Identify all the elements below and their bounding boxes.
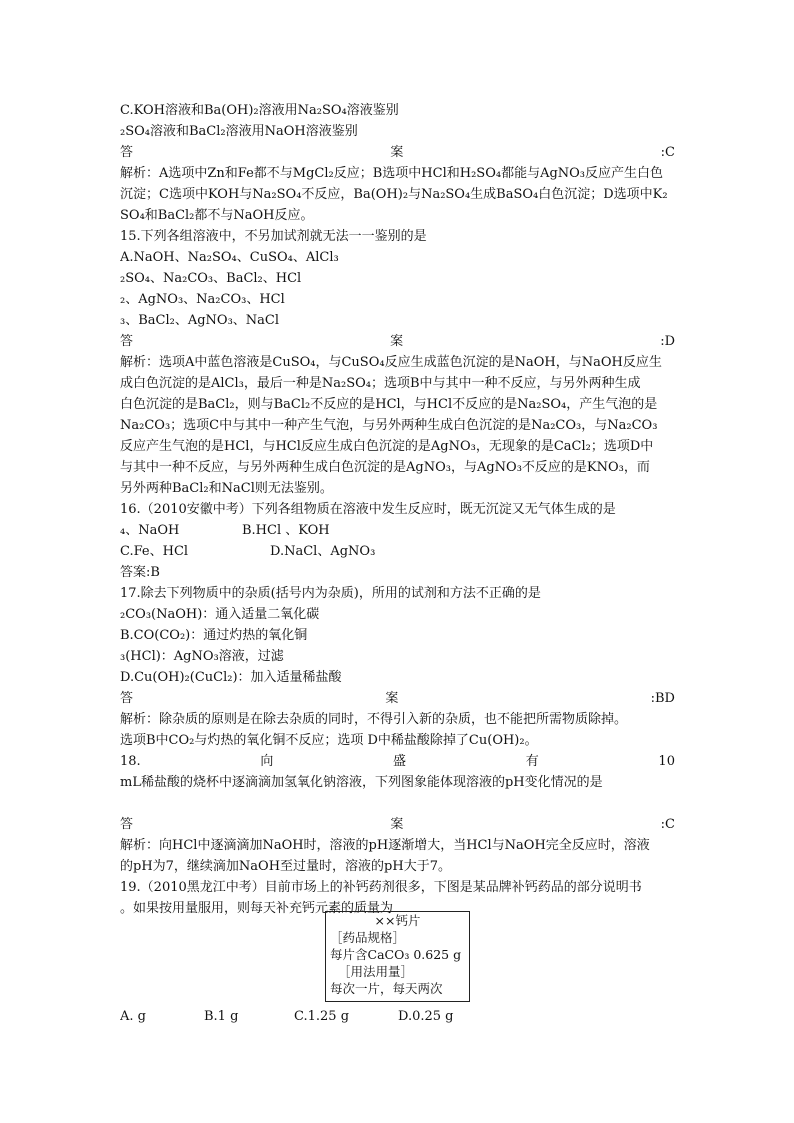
text-line: 解析：向HCl中逐滴滴加NaOH时，溶液的pH逐渐增大，当HCl与NaOH完全反应时，溶液 [120, 838, 650, 853]
text-line: 另外两种BaCl₂和NaCl则无法鉴别。 [120, 481, 333, 496]
text-line: 的pH为7，继续滴加NaOH至过量时，溶液的pH大于7。 [120, 859, 451, 874]
text-line: mL稀盐酸的烧杯中逐滴滴加氢氧化钠溶液，下列图象能体现溶液的pH变化情况的是 [120, 775, 603, 790]
option-c: C.1.25 g [294, 1009, 350, 1024]
option-line: A.NaOH、Na₂SO₄、CuSO₄、AlCl₃ [120, 250, 339, 265]
text-line: 反应产生气泡的是HCl，与HCl反应生成白色沉淀的是AgNO₃，无现象的是CaCl₂；选项D中 [120, 439, 654, 454]
text-line: C.KOH溶液和Ba(OH)₂溶液用Na₂SO₄溶液鉴别 [120, 103, 399, 118]
text-line: 解析：A选项中Zn和Fe都不与MgCl₂反应；B选项中HCl和H₂SO₄都能与AgNO₃反应产生白色 [120, 166, 664, 181]
option-line: ₂、AgNO₃、Na₂CO₃、HCl [120, 292, 285, 307]
question-19: 19.（2010黑龙江中考）目前市场上的补钙药剂很多，下图是某品牌补钙药品的部分说明书 [120, 880, 642, 895]
medicine-usage-header: ［用法用量］ [338, 964, 414, 979]
option-b: B.1 g [204, 1009, 239, 1024]
answer-line-q15: 答 案 :D [120, 334, 675, 349]
medicine-label-box [325, 911, 470, 1002]
option-line: D.Cu(OH)₂(CuCl₂)：加入适量稀盐酸 [120, 670, 342, 685]
text-line: Na₂CO₃；选项C中与其中一种产生气泡，与另外两种生成白色沉淀的是Na₂CO₃，与Na₂CO₃ [120, 418, 658, 433]
option-line: ₃、BaCl₂、AgNO₃、NaCl [120, 313, 280, 328]
question-18: 18. 向 盛 有 10 [120, 754, 675, 769]
q16-options-row1: ₄、NaOH B.HCl 、KOH [120, 523, 330, 538]
text-line: 解析：除杂质的原则是在除去杂质的同时，不得引入新的杂质，也不能把所需物质除掉。 [120, 712, 628, 727]
text-line: 白色沉淀的是BaCl₂，则与BaCl₂不反应的是HCl，与HCl不反应的是Na₂SO₄，产生气泡的是 [120, 397, 658, 412]
option-line: ₂CO₃(NaOH)：通入适量二氧化碳 [120, 607, 320, 622]
answer-line-q14: 答 案 :C [120, 145, 675, 160]
question-15: 15.下列各组溶液中，不另加试剂就无法一一鉴别的是 [120, 229, 427, 244]
answer-line-q18: 答 案 :C [120, 817, 675, 832]
answer-line-q17: 答 案 :BD [120, 691, 675, 706]
medicine-spec-header: ［药品规格］ [330, 930, 406, 945]
text-line: 与其中一种不反应，与另外两种生成白色沉淀的是AgNO₃，与AgNO₃不反应的是KNO₃，而 [120, 460, 650, 475]
text-line: 沉淀；C选项中KOH与Na₂SO₄不反应，Ba(OH)₂与Na₂SO₄生成BaSO₄白色沉淀；D选项中K₂ [120, 187, 668, 202]
question-16: 16.（2010安徽中考）下列各组物质在溶液中发生反应时，既无沉淀又无气体生成的是 [120, 502, 616, 517]
text-line: 。如果按用量服用，则每天补充钙元素的质量为 [120, 901, 394, 916]
question-17: 17.除去下列物质中的杂质(括号内为杂质)，所用的试剂和方法不正确的是 [120, 586, 541, 601]
text-line: 选项B中CO₂与灼热的氧化铜不反应；选项 D中稀盐酸除掉了Cu(OH)₂。 [120, 733, 538, 748]
option-line: B.CO(CO₂)：通过灼热的氧化铜 [120, 628, 308, 643]
text-line: SO₄和BaCl₂都不与NaOH反应。 [120, 208, 314, 223]
option-line: ₃(HCl)：AgNO₃溶液，过滤 [120, 649, 284, 664]
medicine-title: ××钙片 [374, 913, 421, 928]
q16-options-row2: C.Fe、HCl D.NaCl、AgNO₃ [120, 544, 376, 559]
medicine-spec: 每片含CaCO₃ 0.625 g [330, 947, 462, 962]
q19-options [120, 1006, 675, 1027]
option-d: D.0.25 g [398, 1009, 454, 1024]
option-line: ₂SO₄、Na₂CO₃、BaCl₂、HCl [120, 271, 302, 286]
text-line: 解析：选项A中蓝色溶液是CuSO₄，与CuSO₄反应生成蓝色沉淀的是NaOH，与NaOH反应生 [120, 355, 662, 370]
answer-line-q16: 答案:B [120, 565, 160, 580]
text-line: ₂SO₄溶液和BaCl₂溶液用NaOH溶液鉴别 [120, 124, 358, 139]
text-line: 成白色沉淀的是AlCl₃，最后一种是Na₂SO₄；选项B中与其中一种不反应，与另外两种生成 [120, 376, 641, 391]
medicine-usage: 每次一片，每天两次 [330, 981, 443, 996]
option-a: A. g [120, 1009, 146, 1024]
